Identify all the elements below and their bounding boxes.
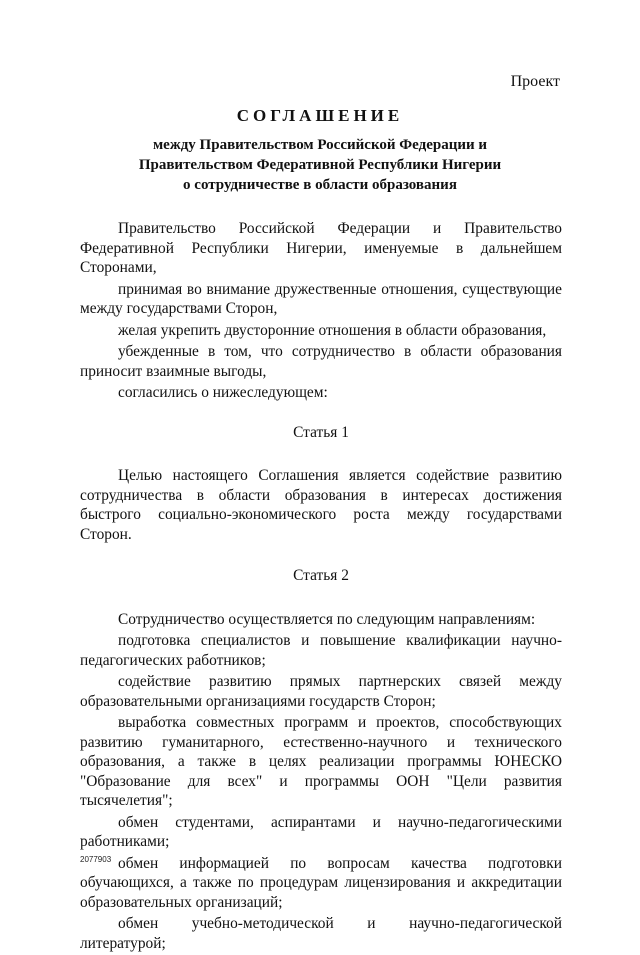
article-2-paragraph: содействие развитию прямых партнерских связей между образовательными организациями государств Сторон; — [80, 673, 562, 710]
document-body — [80, 219, 562, 955]
document-code: 2077903 — [80, 855, 112, 864]
preamble-paragraph: Правительство Российской Федерации и Правительство Федеративной Республики Нигерии, именуемые в дальнейшем Сторонами, — [80, 220, 562, 276]
subtitle-line: между Правительством Российской Федерации и — [152, 137, 488, 153]
article-2-paragraph: выработка совместных программ и проектов, способствующих развитию гуманитарного, естественно-научного и технического образования, а также в целях реализации программы ЮНЕСКО "Образование для всех" и программы ООН "Цели развития тысячелетия"; — [80, 714, 562, 809]
preamble-paragraph: желая укрепить двусторонние отношения в области образования, — [118, 321, 547, 339]
subtitle-line: о сотрудничестве в области образования — [183, 177, 457, 193]
draft-label: Проект — [510, 73, 560, 90]
article-2-paragraph: обмен учебно-методической и научно-педагогической литературой; — [80, 915, 562, 952]
preamble-paragraph: согласились о нижеследующем: — [118, 384, 328, 401]
preamble-paragraph: убежденные в том, что сотрудничество в области образования приносит взаимные выгоды, — [80, 343, 562, 380]
article-2-paragraph: обмен информацией по вопросам качества подготовки обучающихся, а также по процедурам лицензирования и аккредитации образовательных организаций; — [80, 854, 562, 911]
document-subtitle — [0, 135, 640, 195]
document-title: СОГЛАШЕНИЕ — [236, 106, 404, 125]
article-2-heading: Статья 2 — [293, 567, 349, 584]
preamble-paragraph: принимая во внимание дружественные отношения, существующие между государствами Сторон, — [80, 280, 562, 317]
subtitle-line: Правительством Федеративной Республики Нигерии — [138, 157, 502, 173]
article-2-paragraph: подготовка специалистов и повышение квалификации научно-педагогических работников; — [80, 632, 562, 669]
article-2-paragraph: Сотрудничество осуществляется по следующим направлениям: — [118, 610, 536, 628]
article-1-paragraph: Целью настоящего Соглашения является содействие развитию сотрудничества в области образования в интересах достижения быстрого социально-экономического роста между государствами Сторон. — [80, 467, 562, 543]
article-2-paragraph: обмен студентами, аспирантами и научно-педагогическими работниками; — [80, 813, 562, 850]
preamble — [80, 219, 562, 403]
article-1-heading: Статья 1 — [293, 423, 349, 441]
